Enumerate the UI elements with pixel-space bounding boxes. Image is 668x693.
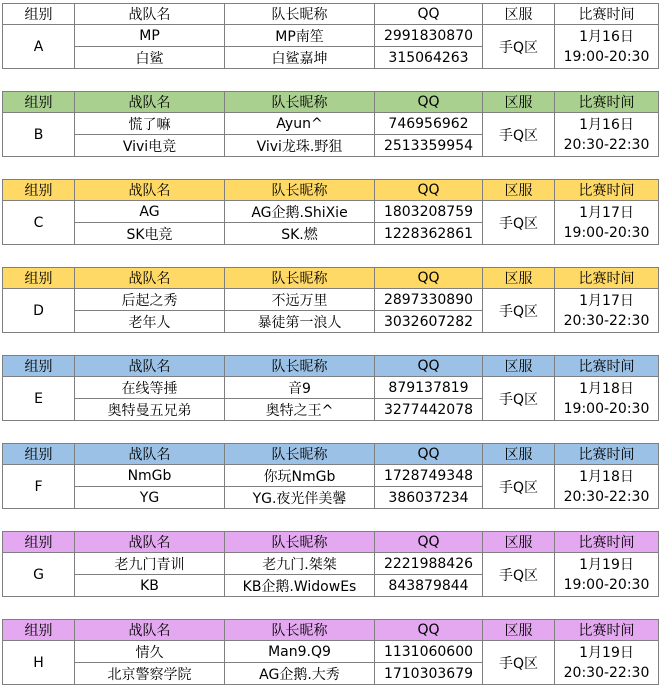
captain-cell[interactable]: Ayun^ (225, 113, 375, 135)
header-cell-group[interactable]: 组别 (3, 532, 75, 553)
header-cell-server[interactable]: 区服 (483, 356, 555, 377)
team-name-cell[interactable]: 情久 (75, 641, 225, 663)
table-row (3, 377, 659, 399)
qq-cell[interactable]: 1228362861 (375, 223, 483, 245)
team-name-cell[interactable]: MP (75, 25, 225, 47)
group-table-g (2, 531, 659, 597)
team-name-cell[interactable]: Vivi电竞 (75, 135, 225, 157)
match-slot: 20:30-22:30 (563, 664, 650, 681)
server-cell[interactable]: 手Q区 (483, 553, 555, 597)
group-id-cell[interactable]: G (3, 553, 75, 597)
header-cell-team[interactable]: 战队名 (75, 356, 225, 377)
match-date: 1月17日 (579, 292, 634, 309)
header-cell-group[interactable]: 组别 (3, 268, 75, 289)
group-id-cell[interactable]: A (3, 25, 75, 69)
header-cell-time[interactable]: 比赛时间 (555, 532, 659, 553)
header-cell-team[interactable]: 战队名 (75, 268, 225, 289)
header-row (3, 444, 659, 465)
table-row (3, 289, 659, 311)
qq-cell[interactable]: 2513359954 (375, 135, 483, 157)
header-cell-time[interactable]: 比赛时间 (555, 356, 659, 377)
header-row (3, 180, 659, 201)
header-row (3, 268, 659, 289)
server-cell[interactable]: 手Q区 (483, 377, 555, 421)
team-name-cell[interactable]: 北京警察学院 (75, 663, 225, 685)
group-id-cell[interactable]: H (3, 641, 75, 685)
group-table-f (2, 443, 659, 509)
header-cell-server[interactable]: 区服 (483, 444, 555, 465)
qq-cell[interactable]: 1131060600 (375, 641, 483, 663)
server-cell[interactable]: 手Q区 (483, 289, 555, 333)
captain-cell[interactable]: 奥特之王^ (225, 399, 375, 421)
match-slot: 19:00-20:30 (563, 576, 650, 593)
header-cell-captain[interactable]: 队长昵称 (225, 92, 375, 113)
header-cell-captain[interactable]: 队长昵称 (225, 4, 375, 25)
header-cell-qq[interactable]: QQ (375, 532, 483, 553)
match-time-cell[interactable] (555, 641, 659, 685)
header-cell-captain[interactable]: 队长昵称 (225, 356, 375, 377)
qq-cell[interactable]: 1803208759 (375, 201, 483, 223)
header-row (3, 356, 659, 377)
match-time-cell[interactable] (555, 25, 659, 69)
group-table-d (2, 267, 659, 333)
qq-cell[interactable]: 386037234 (375, 487, 483, 509)
server-cell[interactable]: 手Q区 (483, 113, 555, 157)
header-cell-captain[interactable]: 队长昵称 (225, 268, 375, 289)
match-time-cell[interactable] (555, 465, 659, 509)
header-cell-group[interactable]: 组别 (3, 444, 75, 465)
captain-cell[interactable]: 白鲨嘉坤 (225, 47, 375, 69)
qq-cell[interactable]: 3277442078 (375, 399, 483, 421)
header-cell-server[interactable]: 区服 (483, 268, 555, 289)
server-cell[interactable]: 手Q区 (483, 641, 555, 685)
header-cell-team[interactable]: 战队名 (75, 620, 225, 641)
match-date: 1月17日 (579, 204, 634, 221)
table-row (3, 201, 659, 223)
team-name-cell[interactable]: 老年人 (75, 311, 225, 333)
captain-cell[interactable]: AG企鹅.ShiXie (225, 201, 375, 223)
captain-cell[interactable]: YG.夜光伴美馨 (225, 487, 375, 509)
match-slot: 20:30-22:30 (563, 488, 650, 505)
group-table-h (2, 619, 659, 685)
header-cell-server[interactable]: 区服 (483, 620, 555, 641)
group-table-a (2, 3, 659, 69)
header-cell-group[interactable]: 组别 (3, 180, 75, 201)
captain-cell[interactable]: Vivi龙珠.野狙 (225, 135, 375, 157)
team-name-cell[interactable]: 后起之秀 (75, 289, 225, 311)
header-cell-time[interactable]: 比赛时间 (555, 268, 659, 289)
header-cell-qq[interactable]: QQ (375, 180, 483, 201)
captain-cell[interactable]: AG企鹅.大秀 (225, 663, 375, 685)
header-cell-team[interactable]: 战队名 (75, 532, 225, 553)
header-cell-server[interactable]: 区服 (483, 532, 555, 553)
header-row (3, 92, 659, 113)
qq-cell[interactable]: 2897330890 (375, 289, 483, 311)
team-name-cell[interactable]: 白鲨 (75, 47, 225, 69)
match-time-cell[interactable] (555, 289, 659, 333)
qq-cell[interactable]: 1710303679 (375, 663, 483, 685)
match-date: 1月18日 (579, 380, 634, 397)
team-name-cell[interactable]: NmGb (75, 465, 225, 487)
match-date: 1月18日 (579, 468, 634, 485)
table-row (3, 465, 659, 487)
group-table-b (2, 91, 659, 157)
header-cell-server[interactable]: 区服 (483, 92, 555, 113)
group-id-cell[interactable]: F (3, 465, 75, 509)
match-slot: 20:30-22:30 (563, 312, 650, 329)
match-date: 1月16日 (579, 28, 634, 45)
header-cell-group[interactable]: 组别 (3, 356, 75, 377)
match-date: 1月19日 (579, 556, 634, 573)
qq-cell[interactable]: 315064263 (375, 47, 483, 69)
captain-cell[interactable]: 老九门.桀桀 (225, 553, 375, 575)
qq-cell[interactable]: 879137819 (375, 377, 483, 399)
header-cell-time[interactable]: 比赛时间 (555, 92, 659, 113)
table-row (3, 641, 659, 663)
header-cell-qq[interactable]: QQ (375, 268, 483, 289)
header-cell-qq[interactable]: QQ (375, 4, 483, 25)
header-cell-group[interactable]: 组别 (3, 620, 75, 641)
match-slot: 20:30-22:30 (563, 136, 650, 153)
server-cell[interactable]: 手Q区 (483, 201, 555, 245)
team-name-cell[interactable]: 老九门青训 (75, 553, 225, 575)
header-cell-time[interactable]: 比赛时间 (555, 4, 659, 25)
match-slot: 19:00-20:30 (563, 224, 650, 241)
header-cell-team[interactable]: 战队名 (75, 444, 225, 465)
captain-cell[interactable]: 不远万里 (225, 289, 375, 311)
match-slot: 19:00-20:30 (563, 48, 650, 65)
header-cell-qq[interactable]: QQ (375, 620, 483, 641)
table-row (3, 113, 659, 135)
header-cell-qq[interactable]: QQ (375, 444, 483, 465)
header-cell-captain[interactable]: 队长昵称 (225, 180, 375, 201)
header-row (3, 620, 659, 641)
match-slot: 19:00-20:30 (563, 400, 650, 417)
match-date: 1月16日 (579, 116, 634, 133)
header-cell-team[interactable]: 战队名 (75, 4, 225, 25)
qq-cell[interactable]: 746956962 (375, 113, 483, 135)
captain-cell[interactable]: KB企鹅.WidowEs (225, 575, 375, 597)
team-name-cell[interactable]: SK电竞 (75, 223, 225, 245)
header-cell-group[interactable]: 组别 (3, 92, 75, 113)
qq-cell[interactable]: 843879844 (375, 575, 483, 597)
match-time-cell[interactable] (555, 377, 659, 421)
captain-cell[interactable]: SK.燃 (225, 223, 375, 245)
captain-cell[interactable]: MP南笙 (225, 25, 375, 47)
header-cell-captain[interactable]: 队长昵称 (225, 532, 375, 553)
header-cell-qq[interactable]: QQ (375, 356, 483, 377)
server-cell[interactable]: 手Q区 (483, 465, 555, 509)
table-row (3, 25, 659, 47)
match-date: 1月19日 (579, 644, 634, 661)
header-cell-time[interactable]: 比赛时间 (555, 180, 659, 201)
header-cell-server[interactable]: 区服 (483, 4, 555, 25)
group-id-cell[interactable]: D (3, 289, 75, 333)
header-cell-group[interactable]: 组别 (3, 4, 75, 25)
group-table-c (2, 179, 659, 245)
qq-cell[interactable]: 2991830870 (375, 25, 483, 47)
table-row (3, 553, 659, 575)
qq-cell[interactable]: 1728749348 (375, 465, 483, 487)
team-name-cell[interactable]: AG (75, 201, 225, 223)
captain-cell[interactable]: Man9.Q9 (225, 641, 375, 663)
team-name-cell[interactable]: 奥特曼五兄弟 (75, 399, 225, 421)
header-cell-time[interactable]: 比赛时间 (555, 620, 659, 641)
team-name-cell[interactable]: 在线等捶 (75, 377, 225, 399)
header-cell-qq[interactable]: QQ (375, 92, 483, 113)
header-cell-team[interactable]: 战队名 (75, 180, 225, 201)
header-cell-captain[interactable]: 队长昵称 (225, 620, 375, 641)
header-cell-server[interactable]: 区服 (483, 180, 555, 201)
team-name-cell[interactable]: YG (75, 487, 225, 509)
header-cell-team[interactable]: 战队名 (75, 92, 225, 113)
team-name-cell[interactable]: 慌了嘛 (75, 113, 225, 135)
captain-cell[interactable]: 暴徒第一浪人 (225, 311, 375, 333)
header-cell-captain[interactable]: 队长昵称 (225, 444, 375, 465)
server-cell[interactable]: 手Q区 (483, 25, 555, 69)
header-row (3, 4, 659, 25)
header-cell-time[interactable]: 比赛时间 (555, 444, 659, 465)
match-time-cell[interactable] (555, 553, 659, 597)
header-row (3, 532, 659, 553)
group-id-cell[interactable]: C (3, 201, 75, 245)
qq-cell[interactable]: 3032607282 (375, 311, 483, 333)
group-id-cell[interactable]: B (3, 113, 75, 157)
captain-cell[interactable]: 音9 (225, 377, 375, 399)
group-table-e (2, 355, 659, 421)
team-name-cell[interactable]: KB (75, 575, 225, 597)
qq-cell[interactable]: 2221988426 (375, 553, 483, 575)
group-id-cell[interactable]: E (3, 377, 75, 421)
match-time-cell[interactable] (555, 201, 659, 245)
match-time-cell[interactable] (555, 113, 659, 157)
captain-cell[interactable]: 你玩NmGb (225, 465, 375, 487)
